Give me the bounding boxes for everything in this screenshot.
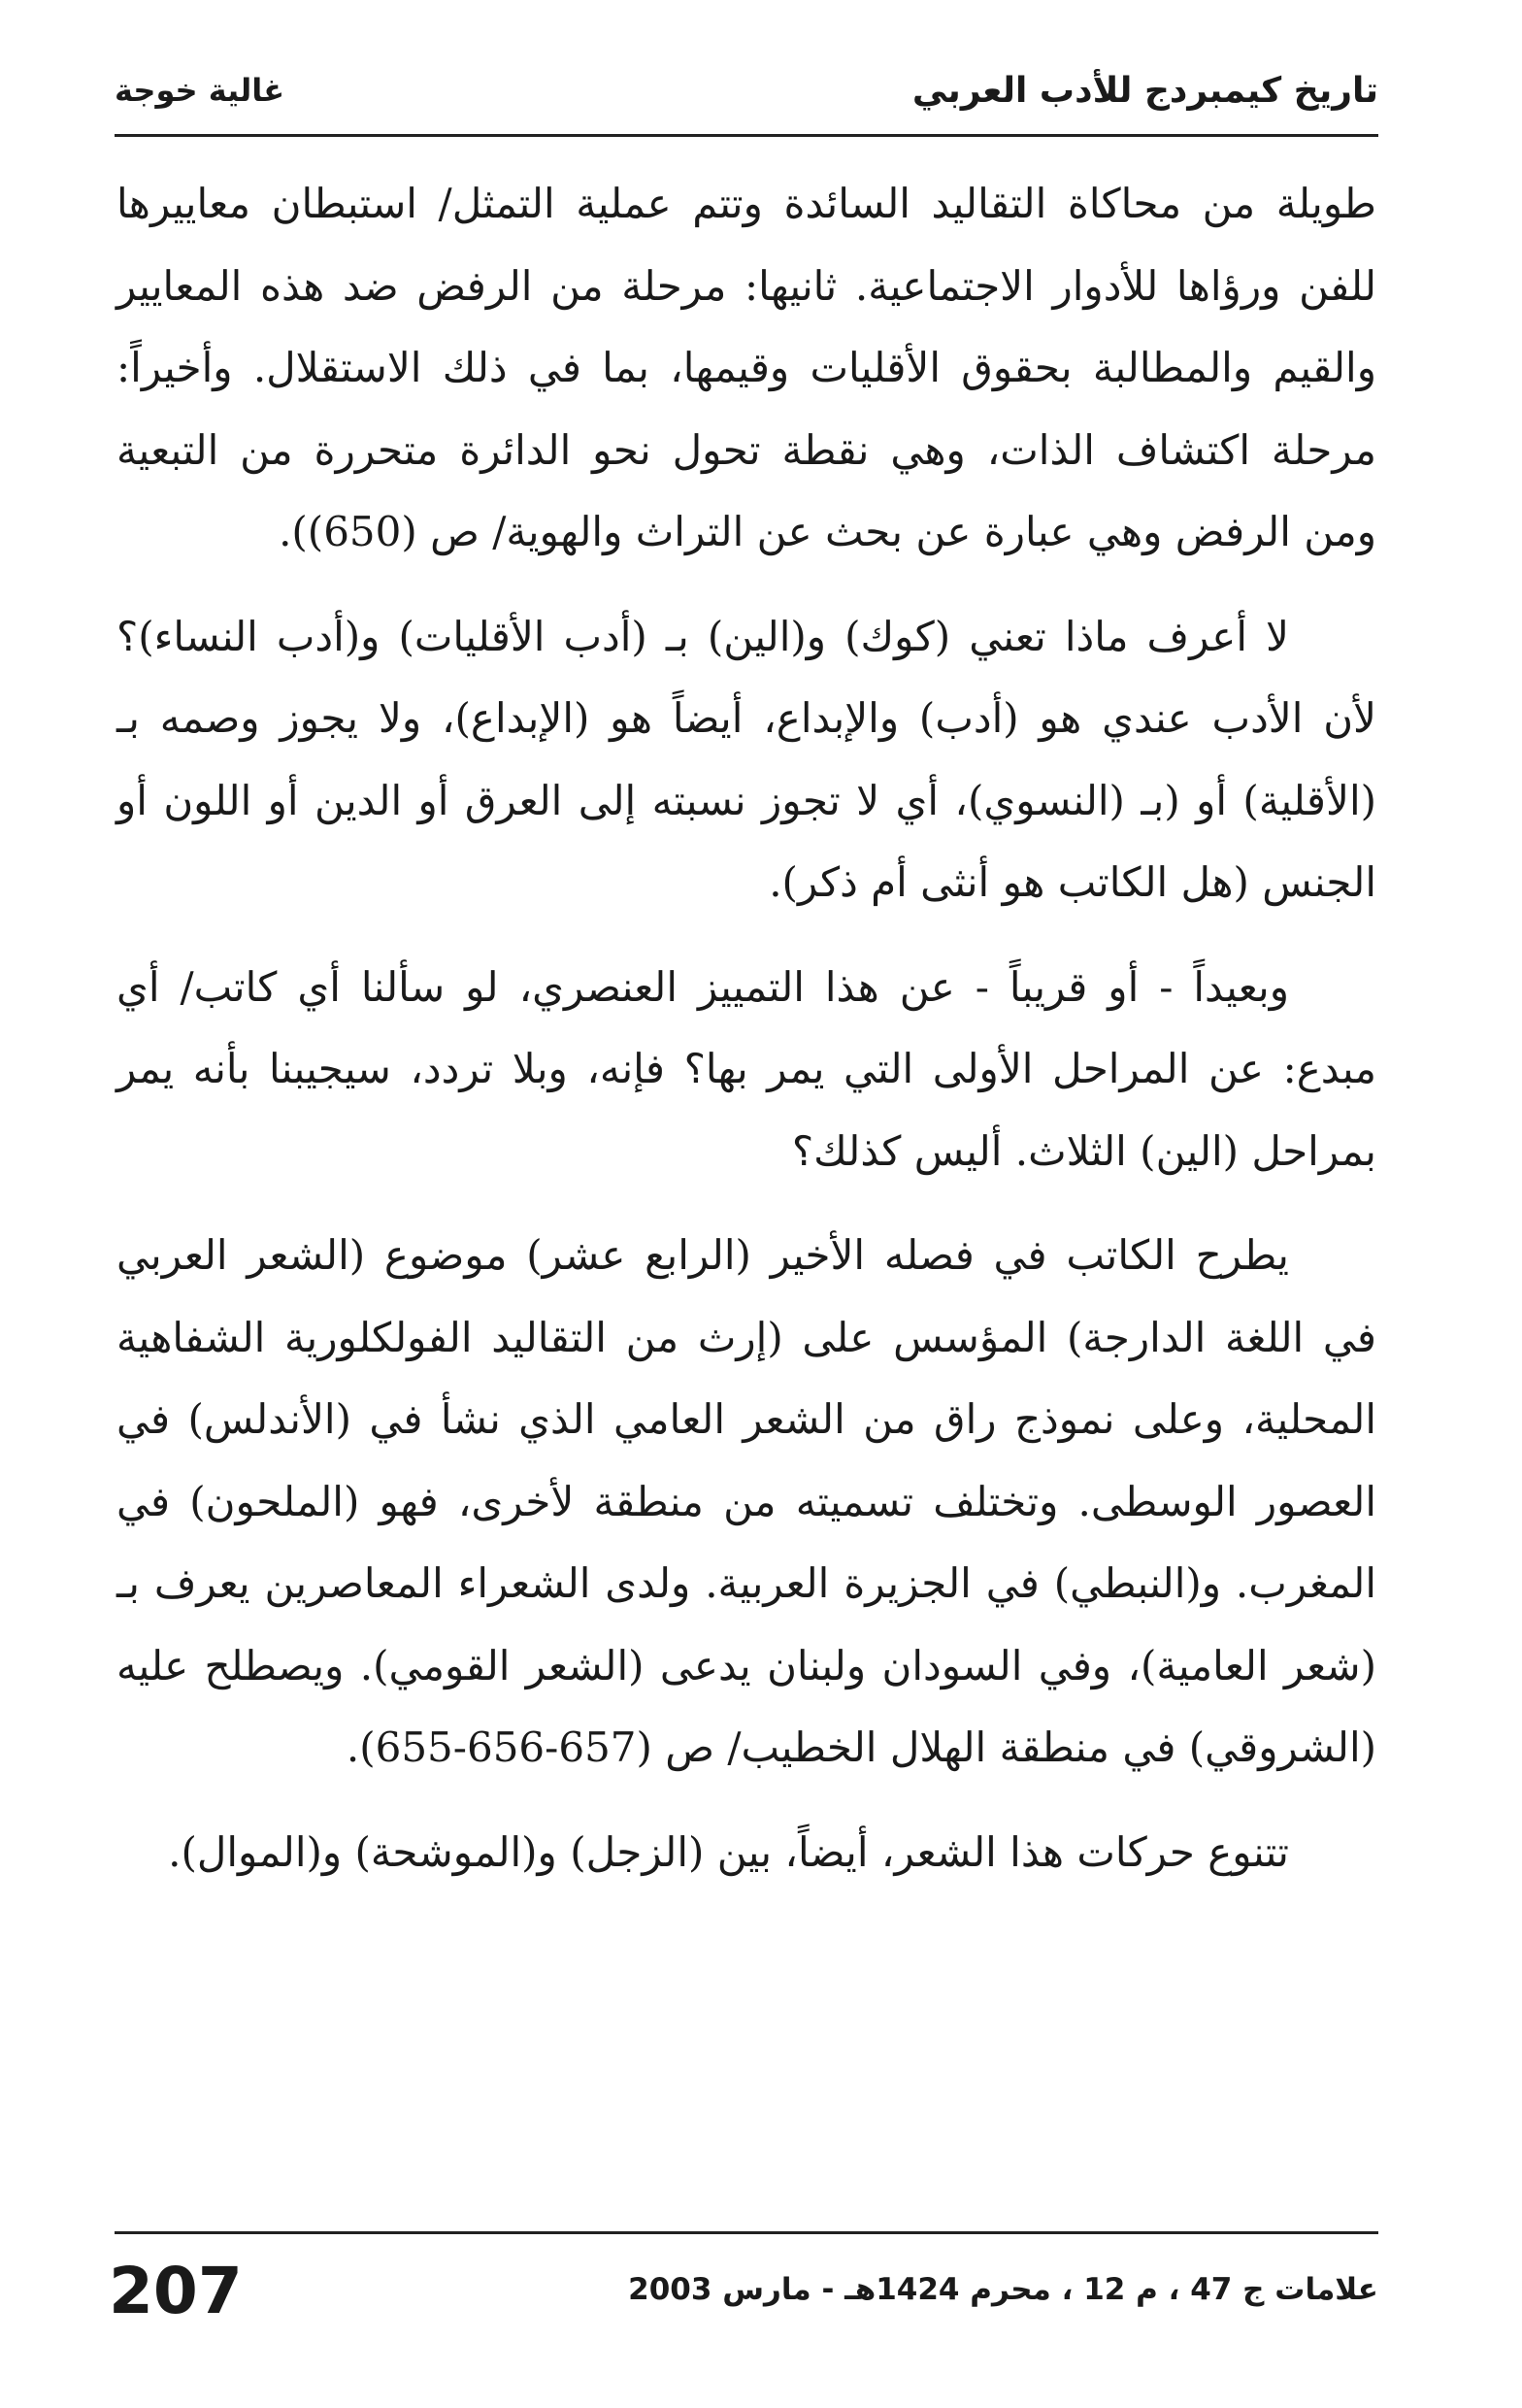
page-number: 207 (109, 2254, 243, 2328)
author-name: غالية خوجة (115, 72, 285, 109)
paragraph-2: لا أعرف ماذا تعني (كوك) و(الين) بـ (أدب الأقليات) و(أدب النساء)؟ لأن الأدب عندي هو (أدب) والإبداع، أيضاً هو (الإبداع)، ولا يجوز وصمه بـ (الأقلية) أو (بـ (النسوي)، أي لا تجوز نسبته إلى العرق أو الدين أو اللون أو الجنس (هل الكاتب هو أنثى أم ذكر). (116, 612, 1376, 906)
paragraph-3: وبعيداً - أو قريباً - عن هذا التمييز العنصري، لو سألنا أي كاتب/ أي مبدع: عن المراحل الأولى التي يمر بها؟ فإنه، وبلا تردد، سيجيبنا بأنه يمر بمراحل (الين) الثلاث. أليس كذلك؟ (116, 962, 1376, 1175)
paragraph-1: طويلة من محاكاة التقاليد السائدة وتتم عملية التمثل/ استبطان معاييرها للفن ورؤاها للأدوار الاجتماعية. ثانيها: مرحلة من الرفض ضد هذه المعايير والقيم والمطالبة بحقوق الأقليات وقيمها، بما في ذلك الاستقلال. وأخيراً: مرحلة اكتشاف الذات، وهي نقطة تحول نحو الدائرة متحررة من التبعية ومن الرفض وهي عبارة عن بحث عن التراث والهوية/ ص (650)). (116, 180, 1376, 555)
footer-rule (115, 2231, 1378, 2234)
book-title: تاريخ كيمبردج للأدب العربي (911, 70, 1378, 111)
paragraph-4: يطرح الكاتب في فصله الأخير (الرابع عشر) موضوع (الشعر العربي في اللغة الدارجة) المؤسس على (إرث من التقاليد الفولكلورية الشفاهية المحلية، وعلى نموذج راق من الشعر العامي الذي نشأ في (الأندلس) في العصور الوسطى. وتختلف تسميته من منطقة لأخرى، فهو (الملحون) في المغرب. و(النبطي) في الجزيرة العربية. ولدى الشعراء المعاصرين يعرف بـ (شعر العامية)، وفي السودان ولبنان يدعى (الشعر القومي). ويصطلح عليه (الشروقي) في منطقة الهلال الخطيب/ ص (657-656-655). (116, 1231, 1376, 1771)
header-rule (115, 134, 1378, 137)
body-text (116, 163, 1376, 1916)
paragraph-5: تتنوع حركات هذا الشعر، أيضاً، بين (الزجل) و(الموشحة) و(الموال). (168, 1827, 1289, 1876)
journal-info: علامات ج 47 ، م 12 ، محرم 1424هـ - مارس 2003 (628, 2272, 1378, 2307)
running-header (115, 56, 1378, 124)
